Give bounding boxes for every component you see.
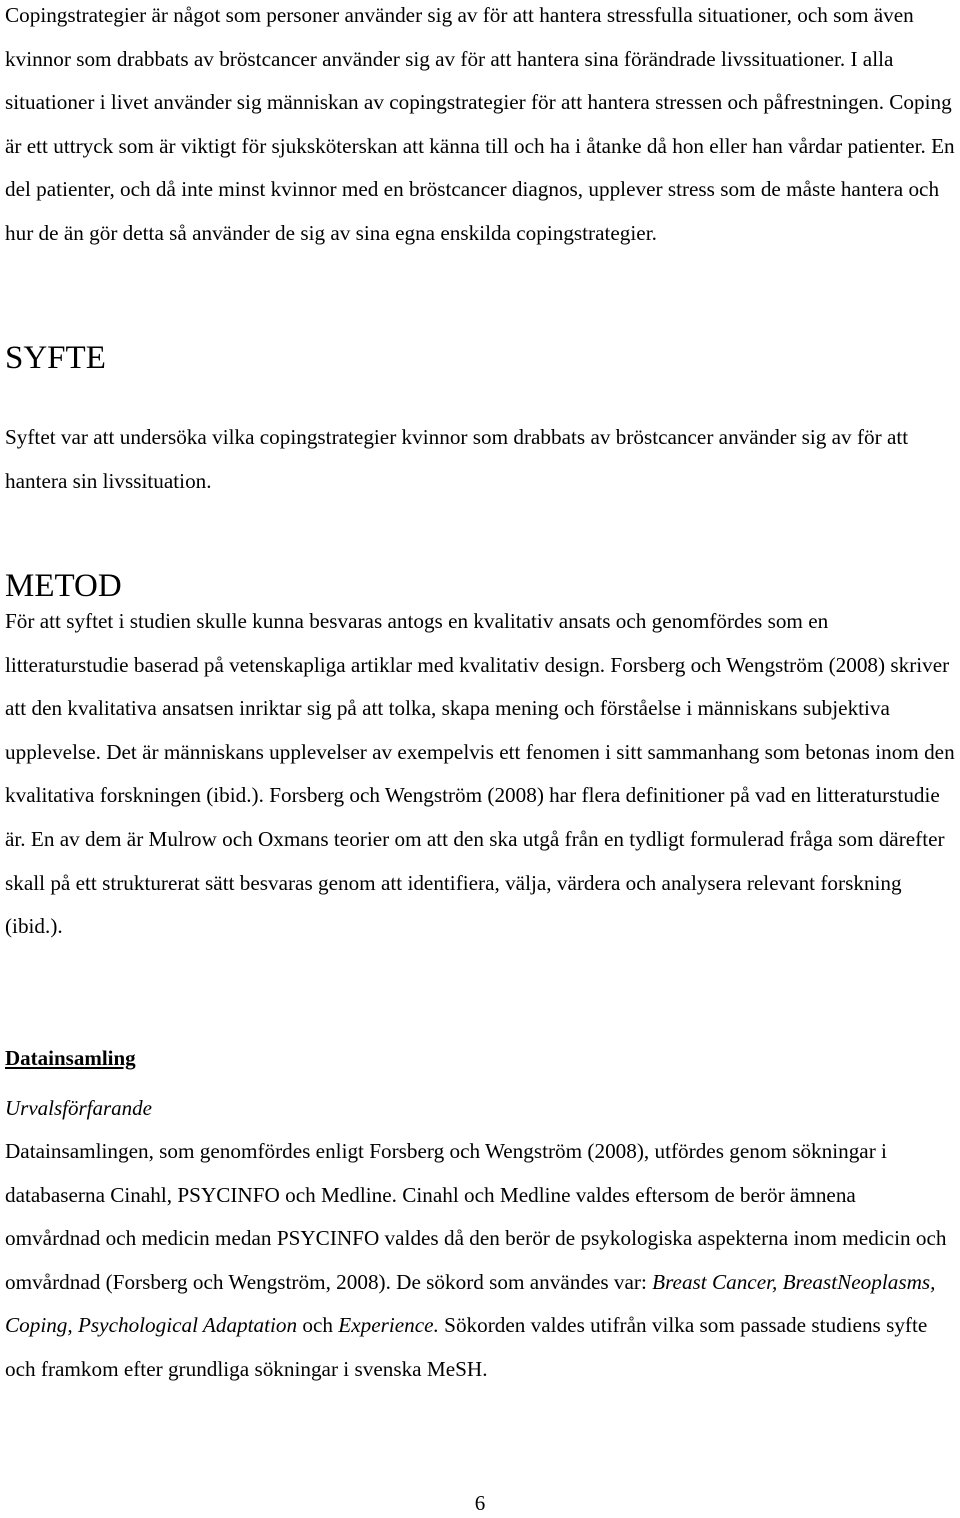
search-term-experience: Experience. <box>338 1313 439 1338</box>
search-terms-italic: Breast Cancer, BreastNeoplasms, Coping, Psychological Adaptation <box>5 1269 936 1338</box>
intro-paragraph: Copingstrategier är något som personer använder sig av för att hantera stressfulla situationer, och som även kvinnor som drabbats av bröstcancer använder sig av för att hantera sina förändrade livssituationer. I alla situationer i livet använder sig människan av copingstrategier för att hantera stressen och påfrestningen. Coping är ett uttryck som är viktigt för sjuksköterskan att känna till och ha i åtanke då hon eller han vårdar patienter. En del patienter, och då inte minst kvinnor med en bröstcancer diagnos, upplever stress som de måste hantera och hur de än gör detta så använder de sig av sina egna enskilda copingstrategier. <box>5 3 955 245</box>
metod-paragraph: För att syftet i studien skulle kunna besvaras antogs en kvalitativ ansats och genomfördes som en litteraturstudie baserad på vetenskapliga artiklar med kvalitativ design. Forsberg och Wengström (2008) skriver att den kvalitativa ansatsen inriktar sig på att tolka, skapa mening och förståelse i människans subjektiva upplevelse. Det är människans upplevelser av exempelvis ett fenomen i sitt sammanhang som betonas inom den kvalitativa forskningen (ibid.). Forsberg och Wengström (2008) har flera definitioner på vad en litteraturstudie är. En av dem är Mulrow och Oxmans teorier om att den ska utgå från en tydligt formulerad fråga som därefter skall på ett strukturerat sätt besvaras genom att identifiera, välja, värdera och analysera relevant forskning (ibid.). <box>5 609 955 939</box>
datainsamling-paragraph <box>5 1130 955 1392</box>
search-terms-conjunction: och <box>297 1313 339 1338</box>
datainsamling-text-part2: Sökorden valdes utifrån vilka som passade studiens syfte och framkom efter grundliga sökningar i svenska MeSH. <box>5 1313 928 1381</box>
syfte-paragraph: Syftet var att undersöka vilka copingstrategier kvinnor som drabbats av bröstcancer använder sig av för att hantera sin livssituation. <box>5 425 909 493</box>
syfte-heading: SYFTE <box>5 340 106 376</box>
page-number: 6 <box>474 1491 486 1515</box>
urvalsforfarande-subheading: Urvalsförfarande <box>5 1096 152 1120</box>
datainsamling-heading: Datainsamling <box>5 1046 136 1070</box>
datainsamling-text-part1: Datainsamlingen, som genomfördes enligt Forsberg och Wengström (2008), utfördes genom sökningar i databaserna Cinahl, PSYCINFO och Medline. Cinahl och Medline valdes eftersom de berör ämnena omvårdnad och medicin medan PSYCINFO valdes då den berör de psykologiska aspekterna inom medicin och omvårdnad (Forsberg och Wengström, 2008). De sökord som användes var: <box>5 1139 947 1294</box>
metod-heading: METOD <box>5 568 122 604</box>
